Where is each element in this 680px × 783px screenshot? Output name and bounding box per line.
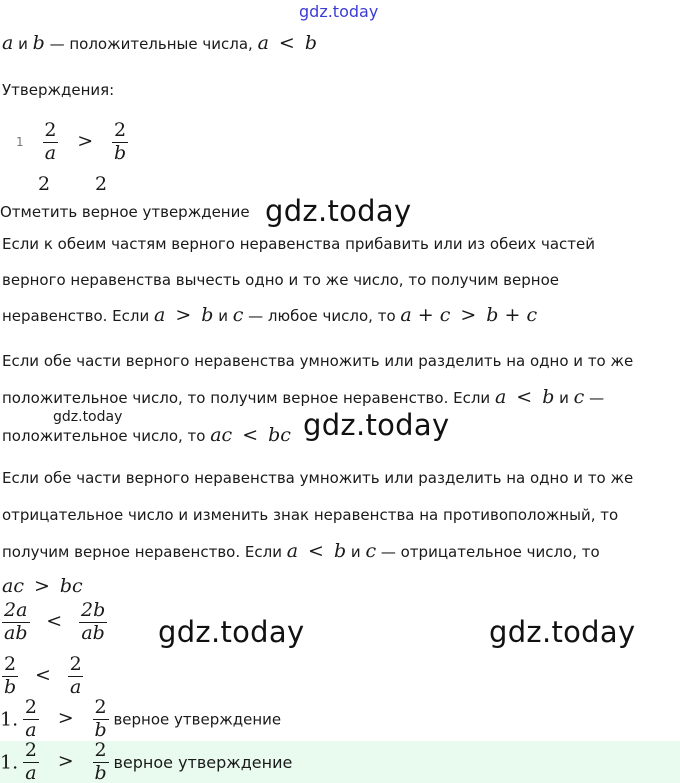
denominator: b — [94, 718, 107, 741]
var-b: b — [333, 540, 347, 562]
text: и — [346, 543, 366, 561]
text: положительное число, то — [2, 427, 211, 445]
intro-text: — положительные числа, — [44, 35, 258, 53]
numerator: 2 — [94, 697, 107, 718]
statements-label: Утверждения: — [2, 81, 115, 99]
watermark: gdz.today — [303, 408, 450, 442]
var-a: a — [286, 540, 299, 562]
mark-correct-label: Отметить верное утверждение — [0, 203, 250, 221]
intro-lhs: a — [257, 32, 269, 54]
calc-line-2 — [2, 654, 84, 698]
op: < — [516, 386, 533, 408]
watermark: gdz.today — [158, 615, 305, 649]
denominator: ab — [4, 621, 28, 644]
denominator: a — [25, 761, 37, 783]
op: > — [57, 706, 74, 729]
top-watermark: gdz.today — [299, 2, 379, 21]
p1-line1: Если к обеим частям верного неравенства прибавить или из обеих частей — [2, 235, 595, 253]
text: и — [213, 307, 233, 325]
denominator: a — [44, 141, 57, 164]
p3-line2: отрицательное число и изменить знак неравенства на противоположный, то — [2, 506, 619, 524]
op: < — [242, 424, 259, 446]
var-c: c — [232, 304, 244, 326]
op: < — [46, 609, 63, 632]
fraction-2-a — [68, 654, 84, 698]
op: > — [57, 749, 74, 772]
op: > — [175, 304, 192, 326]
expr-lhs: ac — [2, 575, 24, 597]
op: > — [33, 575, 50, 597]
p3-line3 — [2, 540, 600, 562]
fraction-2b-ab — [79, 600, 107, 645]
numerator: 2 — [114, 119, 127, 141]
expr-lhs: ac — [210, 424, 233, 446]
fraction-2-a — [42, 120, 58, 165]
text: — — [584, 389, 605, 407]
expr-rhs: b + c — [486, 304, 538, 326]
op: > — [460, 304, 477, 326]
var-b: b — [32, 32, 45, 54]
intro-and: и — [13, 35, 33, 53]
p1-line3 — [2, 304, 537, 326]
numerator: 2 — [69, 654, 82, 675]
denominator: b — [4, 675, 17, 698]
statement-item-1 — [16, 120, 128, 165]
denominator: ab — [81, 621, 105, 644]
var-c: c — [365, 540, 377, 562]
answer-number: 1. — [0, 708, 19, 731]
p2-line1: Если обе части верного неравенства умножить или разделить на одно и то же — [2, 352, 634, 370]
var-a: a — [2, 32, 14, 54]
p3-line1: Если обе части верного неравенства умножить или разделить на одно и то же — [2, 469, 634, 487]
fraction-2-a — [23, 740, 39, 783]
p3-result — [2, 575, 83, 597]
intro-rhs: b — [304, 32, 317, 54]
text: неравенство. Если — [2, 307, 154, 325]
fraction-2-b — [2, 654, 18, 698]
numerator: 2b — [80, 599, 106, 621]
var-c: c — [573, 386, 585, 408]
text: положительное число, то получим верное неравенство. Если — [2, 389, 495, 407]
statement-op: > — [77, 129, 94, 152]
op: < — [34, 663, 51, 686]
var-b: b — [542, 386, 555, 408]
text: и — [554, 389, 574, 407]
denominator: b — [114, 141, 127, 164]
expr-lhs: a + c — [400, 304, 451, 326]
text: — отрицательное число, то — [376, 543, 600, 561]
var-a: a — [494, 386, 507, 408]
var-a: a — [154, 304, 166, 326]
numerator: 2 — [94, 740, 107, 761]
fraction-2-b — [93, 740, 109, 783]
fraction-2-b — [93, 697, 109, 741]
intro-op: < — [278, 32, 295, 54]
answer-line-1 — [0, 697, 281, 741]
stray-digit-1: 2 — [38, 173, 51, 195]
expr-rhs: bc — [59, 575, 83, 597]
expr-rhs: bc — [268, 424, 291, 446]
answer-text: верное утверждение — [113, 710, 282, 729]
denominator: b — [94, 761, 107, 783]
answer-text: верное утверждение — [113, 752, 293, 772]
p2-line2 — [2, 386, 604, 408]
denominator: a — [25, 718, 37, 741]
numerator: 2 — [4, 654, 17, 675]
numerator: 2 — [24, 697, 38, 718]
watermark: gdz.today — [265, 194, 412, 228]
watermark-small: gdz.today — [53, 409, 123, 425]
watermark: gdz.today — [489, 615, 636, 649]
denominator: a — [70, 675, 82, 698]
p2-line3 — [2, 424, 291, 446]
numerator: 2a — [4, 599, 28, 621]
op: < — [308, 540, 324, 562]
text: получим верное неравенство. Если — [2, 543, 287, 561]
fraction-2-b — [112, 120, 128, 165]
p1-line2: верного неравенства вычесть одно и то же число, то получим верное — [2, 271, 559, 289]
stray-digit-2: 2 — [95, 173, 108, 195]
text: — любое число, то — [243, 307, 401, 325]
var-b: b — [201, 304, 214, 326]
numerator: 2 — [24, 740, 38, 761]
intro-line — [2, 32, 317, 54]
answer-line-2 — [0, 740, 292, 783]
numerator: 2 — [44, 119, 57, 141]
fraction-2a-ab — [2, 600, 30, 645]
calc-line-1 — [2, 600, 107, 645]
statement-number: 1 — [16, 135, 24, 150]
answer-number: 1. — [0, 751, 19, 774]
fraction-2-a — [23, 697, 39, 741]
